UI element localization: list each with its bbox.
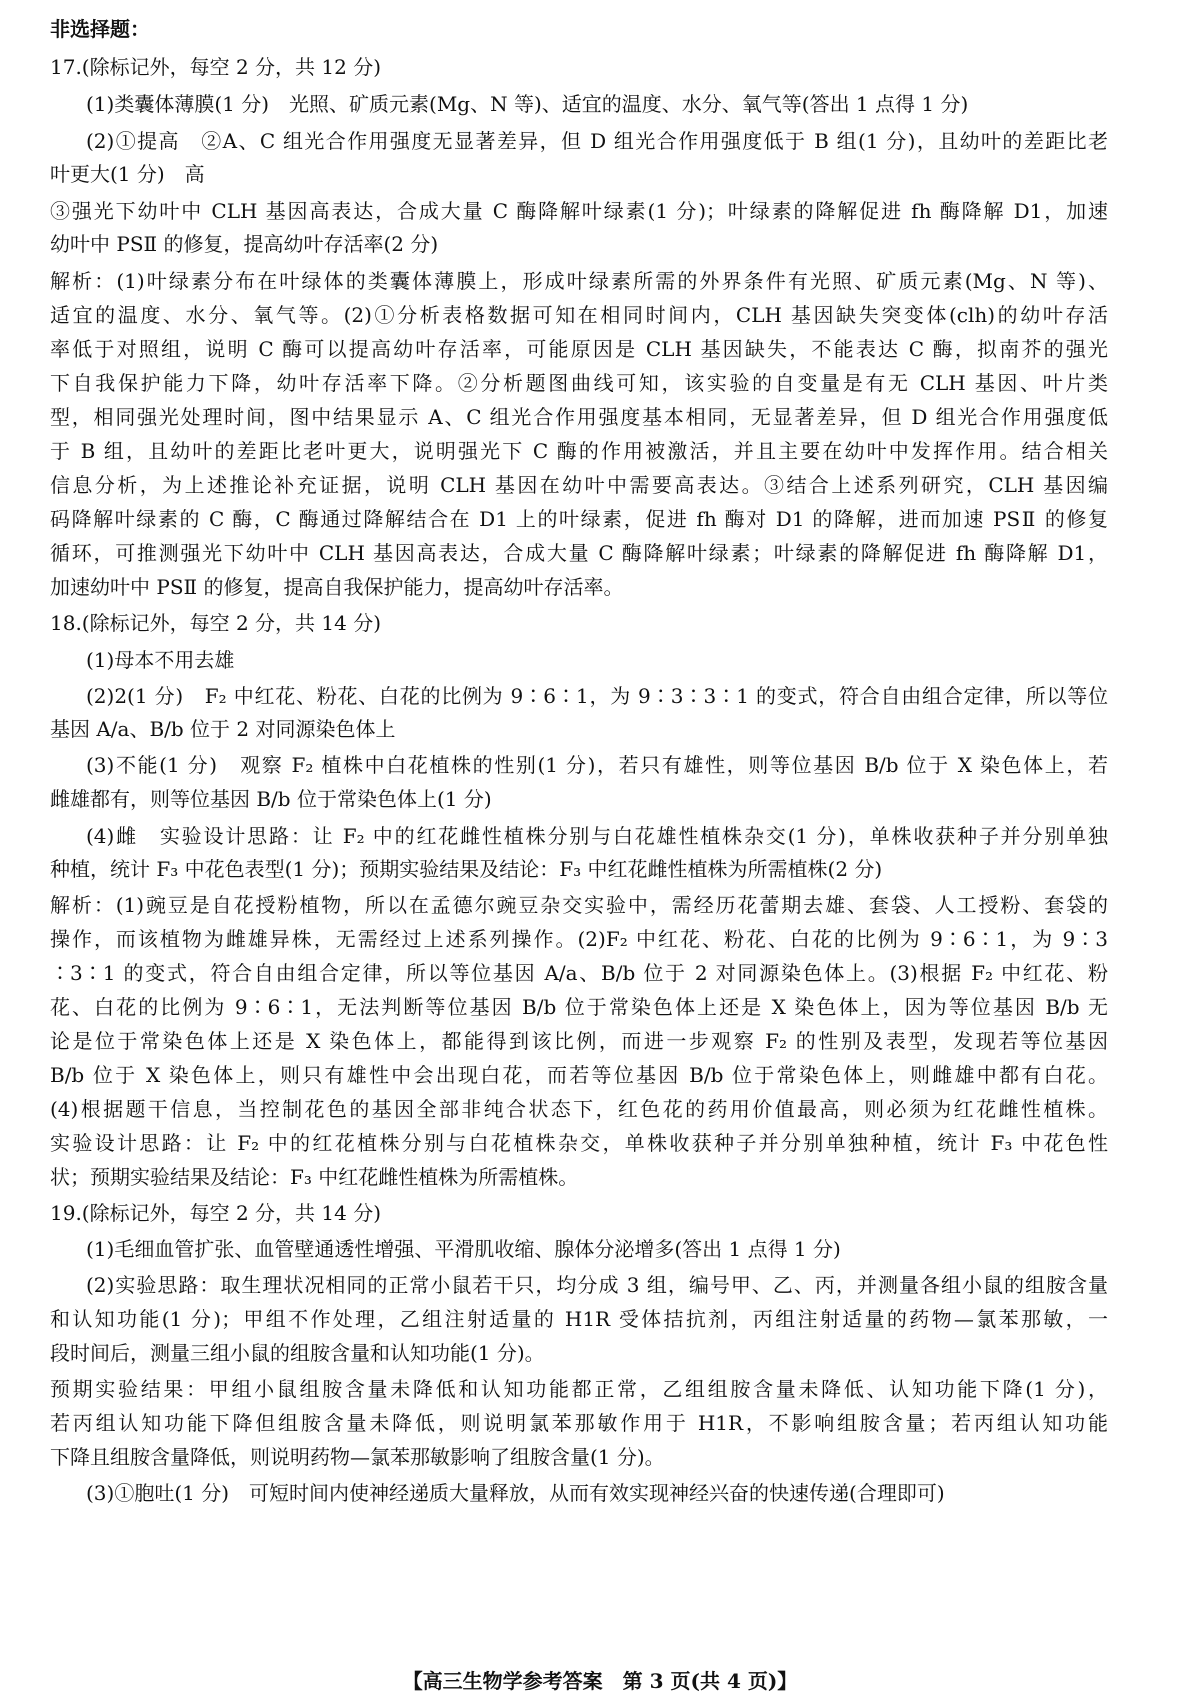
analysis-line: 花、白花的比例为 9∶6∶1，无法判断等位基因 B/b 位于常染色体上还是 X 染色体上，因为等位基因 B/b 无 [50,995,1108,1019]
analysis-line: 加速幼叶中 PSⅡ 的修复，提高自我保护能力，提高幼叶存活率。 [50,575,624,599]
text-line: (2)①提高 ②A、C 组光合作用强度无显著差异，但 D 组光合作用强度低于 B 组(1 分)，且幼叶的差距比老 [86,129,1108,153]
analysis-line: 论是位于常染色体上还是 X 染色体上，都能得到该比例，而进一步观察 F₂ 的性别及表型，发现若等位基因 [50,1029,1108,1053]
text-line: 段时间后，测量三组小鼠的组胺含量和认知功能(1 分)。 [50,1341,545,1365]
analysis-line: 码降解叶绿素的 C 酶，C 酶通过降解结合在 D1 上的叶绿素，促进 fh 酶对 D1 的降解，进而加速 PSⅡ 的修复 [50,507,1108,531]
analysis-line: 下自我保护能力下降，幼叶存活率下降。②分析题图曲线可知，该实验的自变量是有无 CLH 基因、叶片类 [50,371,1108,395]
text-line: 种植，统计 F₃ 中花色表型(1 分)；预期实验结果及结论：F₃ 中红花雌性植株为所需植株(2 分) [50,857,883,881]
text-line: (1)母本不用去雄 [86,648,235,672]
text-line: 基因 A/a、B/b 位于 2 对同源染色体上 [50,717,396,741]
text-line: ③强光下幼叶中 CLH 基因高表达，合成大量 C 酶降解叶绿素(1 分)；叶绿素的降解促进 fh 酶降解 D1，加速 [50,199,1108,223]
text-line: (3)①胞吐(1 分) 可短时间内使神经递质大量释放，从而有效实现神经兴奋的快速传递(合理即可) [86,1481,945,1505]
text-line: (1)类囊体薄膜(1 分) 光照、矿质元素(Mg、N 等)、适宜的温度、水分、氧气等(答出 1 点得 1 分) [86,92,969,116]
page-footer: 【高三生物学参考答案 第 3 页(共 4 页)】 [402,1669,798,1693]
text-line: 叶更大(1 分) 高 [50,162,205,186]
text-line: (3)不能(1 分) 观察 F₂ 植株中白花植株的性别(1 分)，若只有雄性，则等位基因 B/b 位于 X 染色体上，若 [86,753,1108,777]
analysis-line: 操作，而该植物为雌雄异株，无需经过上述系列操作。(2)F₂ 中红花、粉花、白花的比例为 9∶6∶1，为 9∶3 [50,927,1108,951]
text-line: 若丙组认知功能下降但组胺含量未降低，则说明氯苯那敏作用于 H1R，不影响组胺含量；若丙组认知功能 [50,1411,1108,1435]
text-line: 幼叶中 PSⅡ 的修复，提高幼叶存活率(2 分) [50,232,439,256]
text-line: (1)毛细血管扩张、血管壁通透性增强、平滑肌收缩、腺体分泌增多(答出 1 点得 1 分) [86,1237,841,1261]
analysis-line: 适宜的温度、水分、氧气等。(2)①分析表格数据可知在相同时间内，CLH 基因缺失突变体(clh)的幼叶存活 [50,303,1108,327]
analysis-line: 率低于对照组，说明 C 酶可以提高幼叶存活率，可能原因是 CLH 基因缺失，不能表达 C 酶，拟南芥的强光 [50,337,1108,361]
question-18-header: 18.(除标记外，每空 2 分，共 14 分) [50,611,382,635]
analysis-line: 型，相同强光处理时间，图中结果显示 A、C 组光合作用强度基本相同，无显著差异，但 D 组光合作用强度低 [50,405,1108,429]
text-line: 下降且组胺含量降低，则说明药物—氯苯那敏影响了组胺含量(1 分)。 [50,1445,665,1469]
text-line: (2)2(1 分) F₂ 中红花、粉花、白花的比例为 9∶6∶1，为 9∶3∶3∶1 的变式，符合自由组合定律，所以等位 [86,684,1108,708]
analysis-line: 解析：(1)豌豆是自花授粉植物，所以在孟德尔豌豆杂交实验中，需经历花蕾期去雄、套袋、人工授粉、套袋的 [50,893,1108,917]
section-title: 非选择题： [50,17,150,41]
text-line: 预期实验结果：甲组小鼠组胺含量未降低和认知功能都正常，乙组组胺含量未降低、认知功能下降(1 分)， [50,1377,1108,1401]
analysis-line: B/b 位于 X 染色体上，则只有雄性中会出现白花，而若等位基因 B/b 位于常染色体上，则雌雄中都有白花。 [50,1063,1108,1087]
analysis-line: 解析：(1)叶绿素分布在叶绿体的类囊体薄膜上，形成叶绿素所需的外界条件有光照、矿质元素(Mg、N 等)、 [50,269,1108,293]
analysis-line: 于 B 组，且幼叶的差距比老叶更大，说明强光下 C 酶的作用被激活，并且主要在幼叶中发挥作用。结合相关 [50,439,1108,463]
analysis-line: 循环，可推测强光下幼叶中 CLH 基因高表达，合成大量 C 酶降解叶绿素；叶绿素的降解促进 fh 酶降解 D1， [50,541,1108,565]
analysis-line: ∶3∶1 的变式，符合自由组合定律，所以等位基因 A/a、B/b 位于 2 对同源染色体上。(3)根据 F₂ 中红花、粉 [50,961,1108,985]
question-17-header: 17.(除标记外，每空 2 分，共 12 分) [50,55,382,79]
analysis-line: 实验设计思路：让 F₂ 中的红花植株分别与白花植株杂交，单株收获种子并分别单独种植，统计 F₃ 中花色性 [50,1131,1108,1155]
text-line: 和认知功能(1 分)；甲组不作处理，乙组注射适量的 H1R 受体拮抗剂，丙组注射适量的药物—氯苯那敏，一 [50,1307,1108,1331]
question-19-header: 19.(除标记外，每空 2 分，共 14 分) [50,1201,382,1225]
analysis-line: 信息分析，为上述推论补充证据，说明 CLH 基因在幼叶中需要高表达。③结合上述系列研究，CLH 基因编 [50,473,1108,497]
analysis-line: (4)根据题干信息，当控制花色的基因全部非纯合状态下，红色花的药用价值最高，则必须为红花雌性植株。 [50,1097,1108,1121]
text-line: (2)实验思路：取生理状况相同的正常小鼠若干只，均分成 3 组，编号甲、乙、丙，并测量各组小鼠的组胺含量 [86,1273,1108,1297]
text-line: (4)雌 实验设计思路：让 F₂ 中的红花雌性植株分别与白花雄性植株杂交(1 分)，单株收获种子并分别单独 [86,824,1108,848]
analysis-line: 状；预期实验结果及结论：F₃ 中红花雌性植株为所需植株。 [50,1165,579,1189]
text-line: 雌雄都有，则等位基因 B/b 位于常染色体上(1 分) [50,787,492,811]
